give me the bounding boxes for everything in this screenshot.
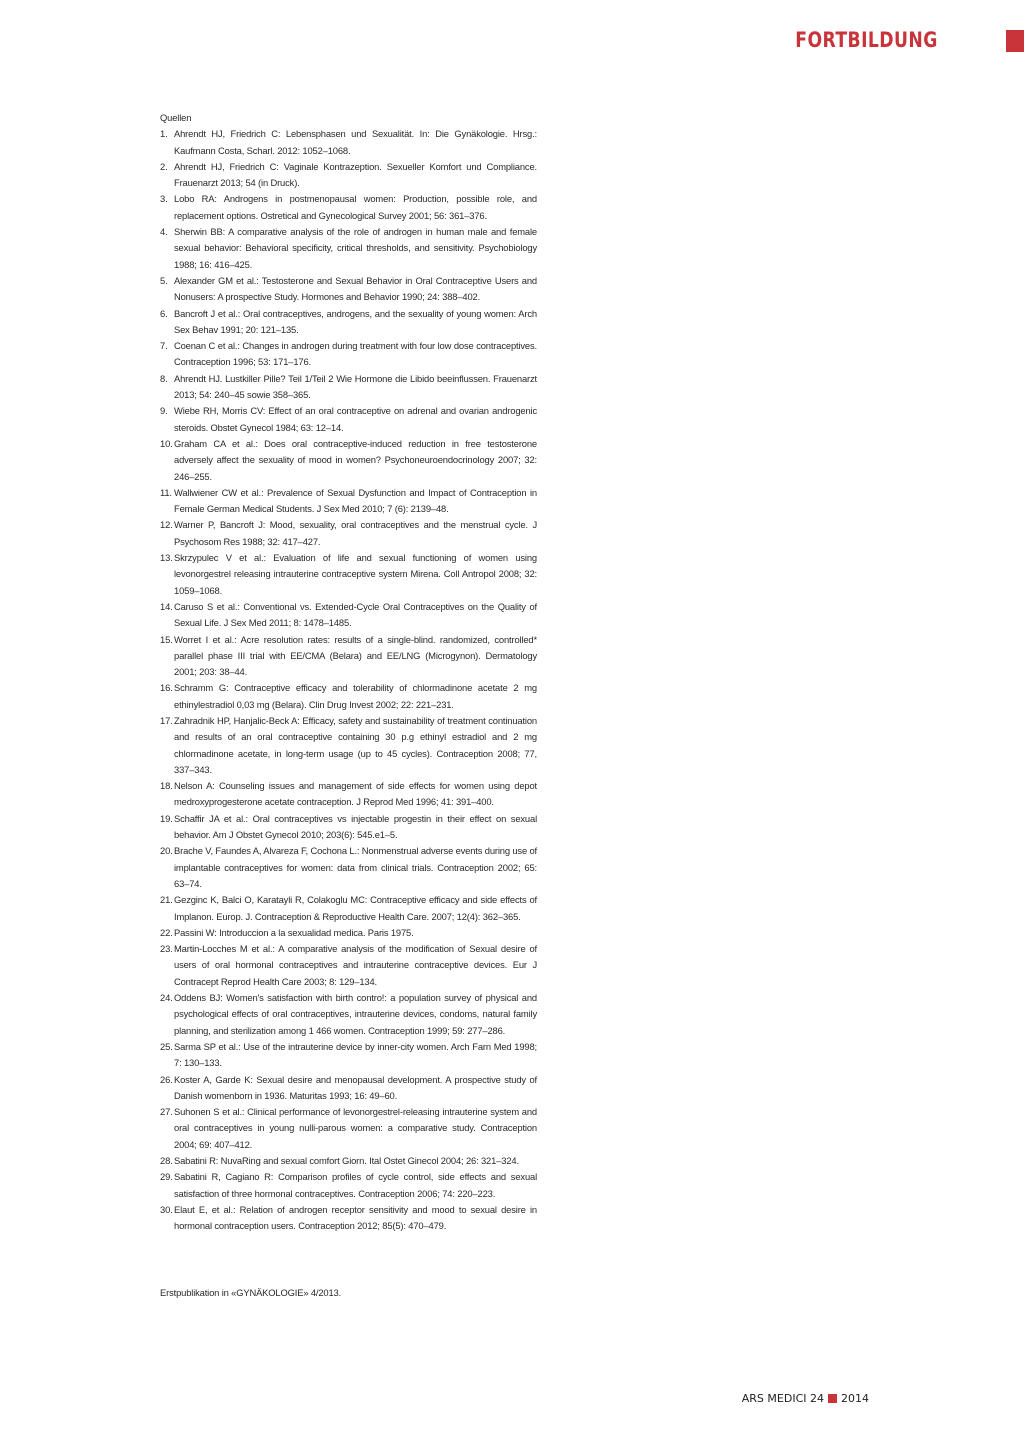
reference-item <box>160 892 537 925</box>
reference-item <box>160 990 537 1039</box>
reference-text: Wallwiener CW et al.: Prevalence of Sexual Dysfunction and Impact of Contraception in Female German Medical Students. J Sex Med 2010; 7 (6): 2139–48. <box>174 486 537 515</box>
reference-number: 11. <box>160 486 172 498</box>
reference-number: 28. <box>160 1155 173 1166</box>
reference-number: 30. <box>160 1203 173 1215</box>
reference-text: Worret I et al.: Acre resolution rates: results of a single-blind. randomized, controlled* parallel phase III trial with EE/CMA (Belara) and EE/LNG (Microgynon). Dermatology 2001; 203: 38–44. <box>174 633 537 678</box>
reference-number: 7. <box>160 340 168 352</box>
page-footer <box>742 1392 869 1405</box>
reference-number: 17. <box>160 714 173 726</box>
reference-item <box>160 273 537 306</box>
reference-text: Graham CA et al.: Does oral contraceptive-induced reduction in free testosterone adversely affect the sexuality of mood in women? Psychoneuroendocrinology 2007; 32: 246–255. <box>174 437 537 482</box>
reference-item <box>160 338 537 371</box>
reference-item <box>160 191 537 224</box>
reference-item <box>160 159 537 192</box>
reference-text: Bancroft J et al.: Oral contraceptives, androgens, and the sexuality of young women: Arch Sex Behav 1991; 20: 121–135. <box>174 307 537 335</box>
reference-number: 23. <box>160 943 173 955</box>
reference-text: Sarma SP et al.: Use of the intrauterine device by inner-city women. Arch Farn Med 1998; 7: 130–133. <box>174 1040 537 1069</box>
reference-text: Sabatini R: NuvaRing and sexual comfort Giorn. Ital Ostet Ginecol 2004; 26: 321–324. <box>174 1155 519 1166</box>
reference-text: Ahrendt HJ. Lustkiller Pille? Teil 1/Teil 2 Wie Hormone die Libido beeinflussen. Frauenarzt 2013; 54: 240–45 sowie 358–365. <box>174 372 537 401</box>
section-header-title: FORTBILDUNG <box>795 28 938 52</box>
reference-item <box>160 632 537 681</box>
reference-item <box>160 1104 537 1153</box>
footer-square-icon <box>828 1394 837 1403</box>
reference-text: Schaffir JA et al.: Oral contraceptives vs injectable progestin in their effect on sexual behavior. Am J Obstet Gynecol 2010; 203(6): 545.e1–5. <box>174 812 537 841</box>
reference-number: 27. <box>160 1106 173 1118</box>
reference-item <box>160 599 537 632</box>
reference-number: 5. <box>160 274 168 286</box>
reference-item <box>160 680 537 713</box>
reference-item <box>160 843 537 892</box>
reference-number: 8. <box>160 372 168 384</box>
reference-item <box>160 126 537 159</box>
reference-item <box>160 550 537 599</box>
reference-number: 6. <box>160 307 168 319</box>
reference-item <box>160 371 537 404</box>
reference-item <box>160 224 537 273</box>
reference-text: Ahrendt HJ, Friedrich C: Lebensphasen und Sexualität. In: Die Gynäkologie. Hrsg.: Kaufmann Costa, Scharl. 2012: 1052–1068. <box>174 128 537 156</box>
reference-item <box>160 1169 537 1202</box>
reference-number: 19. <box>160 812 173 824</box>
reference-number: 3. <box>160 193 168 205</box>
reference-number: 10. <box>160 437 173 449</box>
reference-text: Koster A, Garde K: Sexual desire and menopausal development. A prospective study of Danish womenborn in 1936. Maturitas 1993; 16: 49–60. <box>174 1073 537 1101</box>
reference-text: Zahradnik HP, Hanjalic-Beck A: Efficacy, safety and sustainability of treatment continuation and results of an oral contraceptive containing 30 p.g ethinyl estradiol and 2 mg chlormadinone acetate, in long-term usage (up to 45 cycles). Contraception 2008; 77, 337–343. <box>174 714 537 775</box>
section-header-marker <box>1006 30 1024 52</box>
reference-text: Sabatini R, Cagiano R: Comparison profiles of cycle control, side effects and sexual satisfaction of three hormonal contraceptives. Contraception 2006; 74: 220–223. <box>174 1171 537 1199</box>
reference-number: 12. <box>160 519 173 531</box>
reference-text: Martin-Locches M et al.: A comparative analysis of the modification of Sexual desire of users of oral hormonal contraceptives and intrauterine contraceptive devices. Eur J Contracept Reprod Health Care 2003; 8: 129–134. <box>174 943 537 987</box>
reference-text: Warner P, Bancroft J: Mood, sexuality, oral contraceptives and the menstrual cycle. J Psychosom Res 1988; 32: 417–427. <box>174 519 537 547</box>
reference-number: 4. <box>160 226 168 238</box>
reference-number: 16. <box>160 682 173 694</box>
reference-number: 21. <box>160 894 173 906</box>
reference-item <box>160 1202 537 1235</box>
reference-text: Coenan C et al.: Changes in androgen during treatment with four low dose contraceptives. Contraception 1996; 53: 171–176. <box>174 340 537 368</box>
reference-number: 14. <box>160 600 173 612</box>
reference-number: 25. <box>160 1040 173 1052</box>
reference-text: Passini W: Introduccion a la sexualidad medica. Paris 1975. <box>174 926 414 938</box>
reference-text: Brache V, Faundes A, Alvareza F, Cochona L.: Nonmenstrual adverse events during use of implantable contraceptives for women: data from clinical trials. Contraception 2002; 65: 63–74. <box>174 845 538 889</box>
reference-number: 2. <box>160 160 168 172</box>
reference-text: Wiebe RH, Morris CV: Effect of an oral contraceptive on adrenal and ovarian androgenic steroids. Obstet Gynecol 1984; 63: 12–14. <box>174 405 537 433</box>
reference-number: 1. <box>160 128 168 140</box>
reference-number: 20. <box>160 845 173 857</box>
reference-number: 15. <box>160 633 173 645</box>
reference-number: 26. <box>160 1073 173 1085</box>
reference-number: 22. <box>160 926 173 938</box>
reference-text: Sherwin BB: A comparative analysis of the role of androgen in human male and female sexual behavior: Behavioral specificity, critical thresholds, and sensitivity. Psychobiology 1988; 16: 416–425. <box>174 226 537 270</box>
reference-item <box>160 1039 537 1072</box>
reference-text: Gezginc K, Balci O, Karatayli R, Colakoglu MC: Contraceptive efficacy and side effects of Implanon. Europ. J. Contraception & Reproductive Health Care. 2007; 12(4): 362–365. <box>174 894 537 922</box>
footer-journal: ARS MEDICI 24 <box>741 1392 824 1405</box>
references-list <box>160 126 537 1234</box>
reference-item <box>160 436 537 485</box>
reference-text: Skrzypulec V et al.: Evaluation of life and sexual functioning of women using levonorgestrel releasing intrauterine contraceptive system Mirena. Coll Antropol 2008; 32: 1059–1068. <box>174 552 537 596</box>
reference-text: Ahrendt HJ, Friedrich C: Vaginale Kontrazeption. Sexueller Komfort und Compliance. Frauenarzt 2013; 54 (in Druck). <box>174 160 537 189</box>
reference-item <box>160 811 537 844</box>
reference-item <box>160 517 537 550</box>
reference-item <box>160 403 537 436</box>
reference-item <box>160 713 537 778</box>
references-section <box>160 110 537 1234</box>
reference-text: Alexander GM et al.: Testosterone and Sexual Behavior in Oral Contraceptive Users and Nonusers: A prospective Study. Hormones and Behavior 1990; 24: 388–402. <box>174 274 537 303</box>
reference-item <box>160 1072 537 1105</box>
reference-item <box>160 941 537 990</box>
reference-number: 18. <box>160 780 173 792</box>
reference-number: 29. <box>160 1171 173 1183</box>
reference-number: 24. <box>160 992 173 1004</box>
reference-item <box>160 306 537 339</box>
reference-item <box>160 925 537 941</box>
reference-text: Caruso S et al.: Conventional vs. Extended-Cycle Oral Contraceptives on the Quality of Sexual Life. J Sex Med 2011; 8: 1478–1485. <box>174 600 537 629</box>
reference-item <box>160 485 537 518</box>
reference-text: Schramm G: Contraceptive efficacy and tolerability of chlormadinone acetate 2 mg ethinylestradiol 0,03 mg (Belara). Clin Drug Invest 2002; 22: 221–231. <box>174 682 537 710</box>
reference-item <box>160 778 537 811</box>
publication-note: Erstpublikation in «GYNÄKOLOGIE» 4/2013. <box>160 1287 342 1298</box>
reference-item <box>160 1153 537 1169</box>
reference-number: 13. <box>160 552 173 564</box>
references-heading: Quellen <box>160 112 192 123</box>
reference-text: Nelson A: Counseling issues and management of side effects for women using depot medroxyprogesterone acetate contraception. J Reprod Med 1996; 41: 391–400. <box>174 780 537 808</box>
reference-number: 9. <box>160 405 168 417</box>
reference-text: Lobo RA: Androgens in postmenopausal women: Production, possible role, and replacement options. Ostretical and Gynecological Survey 2001; 56: 361–376. <box>174 193 537 221</box>
reference-text: Suhonen S et al.: Clinical performance of levonorgestrel-releasing intrauterine system and oral contraceptives in young nulli-parous women: a comparative study. Contraception 2004; 69: 407–412. <box>174 1106 537 1150</box>
reference-text: Oddens BJ: Women's satisfaction with birth contro!: a population survey of physical and psychological effects of oral contraceptives, intrauterine devices, condoms, natural family planning, and sterilization among 1 466 women. Contraception 1999; 59: 277–286. <box>174 992 537 1036</box>
reference-text: Elaut E, et al.: Relation of androgen receptor sensitivity and mood to sexual desire in hormonal contraception users. Contraception 2012; 85(5): 470–479. <box>174 1203 537 1232</box>
footer-year: 2014 <box>841 1392 869 1405</box>
